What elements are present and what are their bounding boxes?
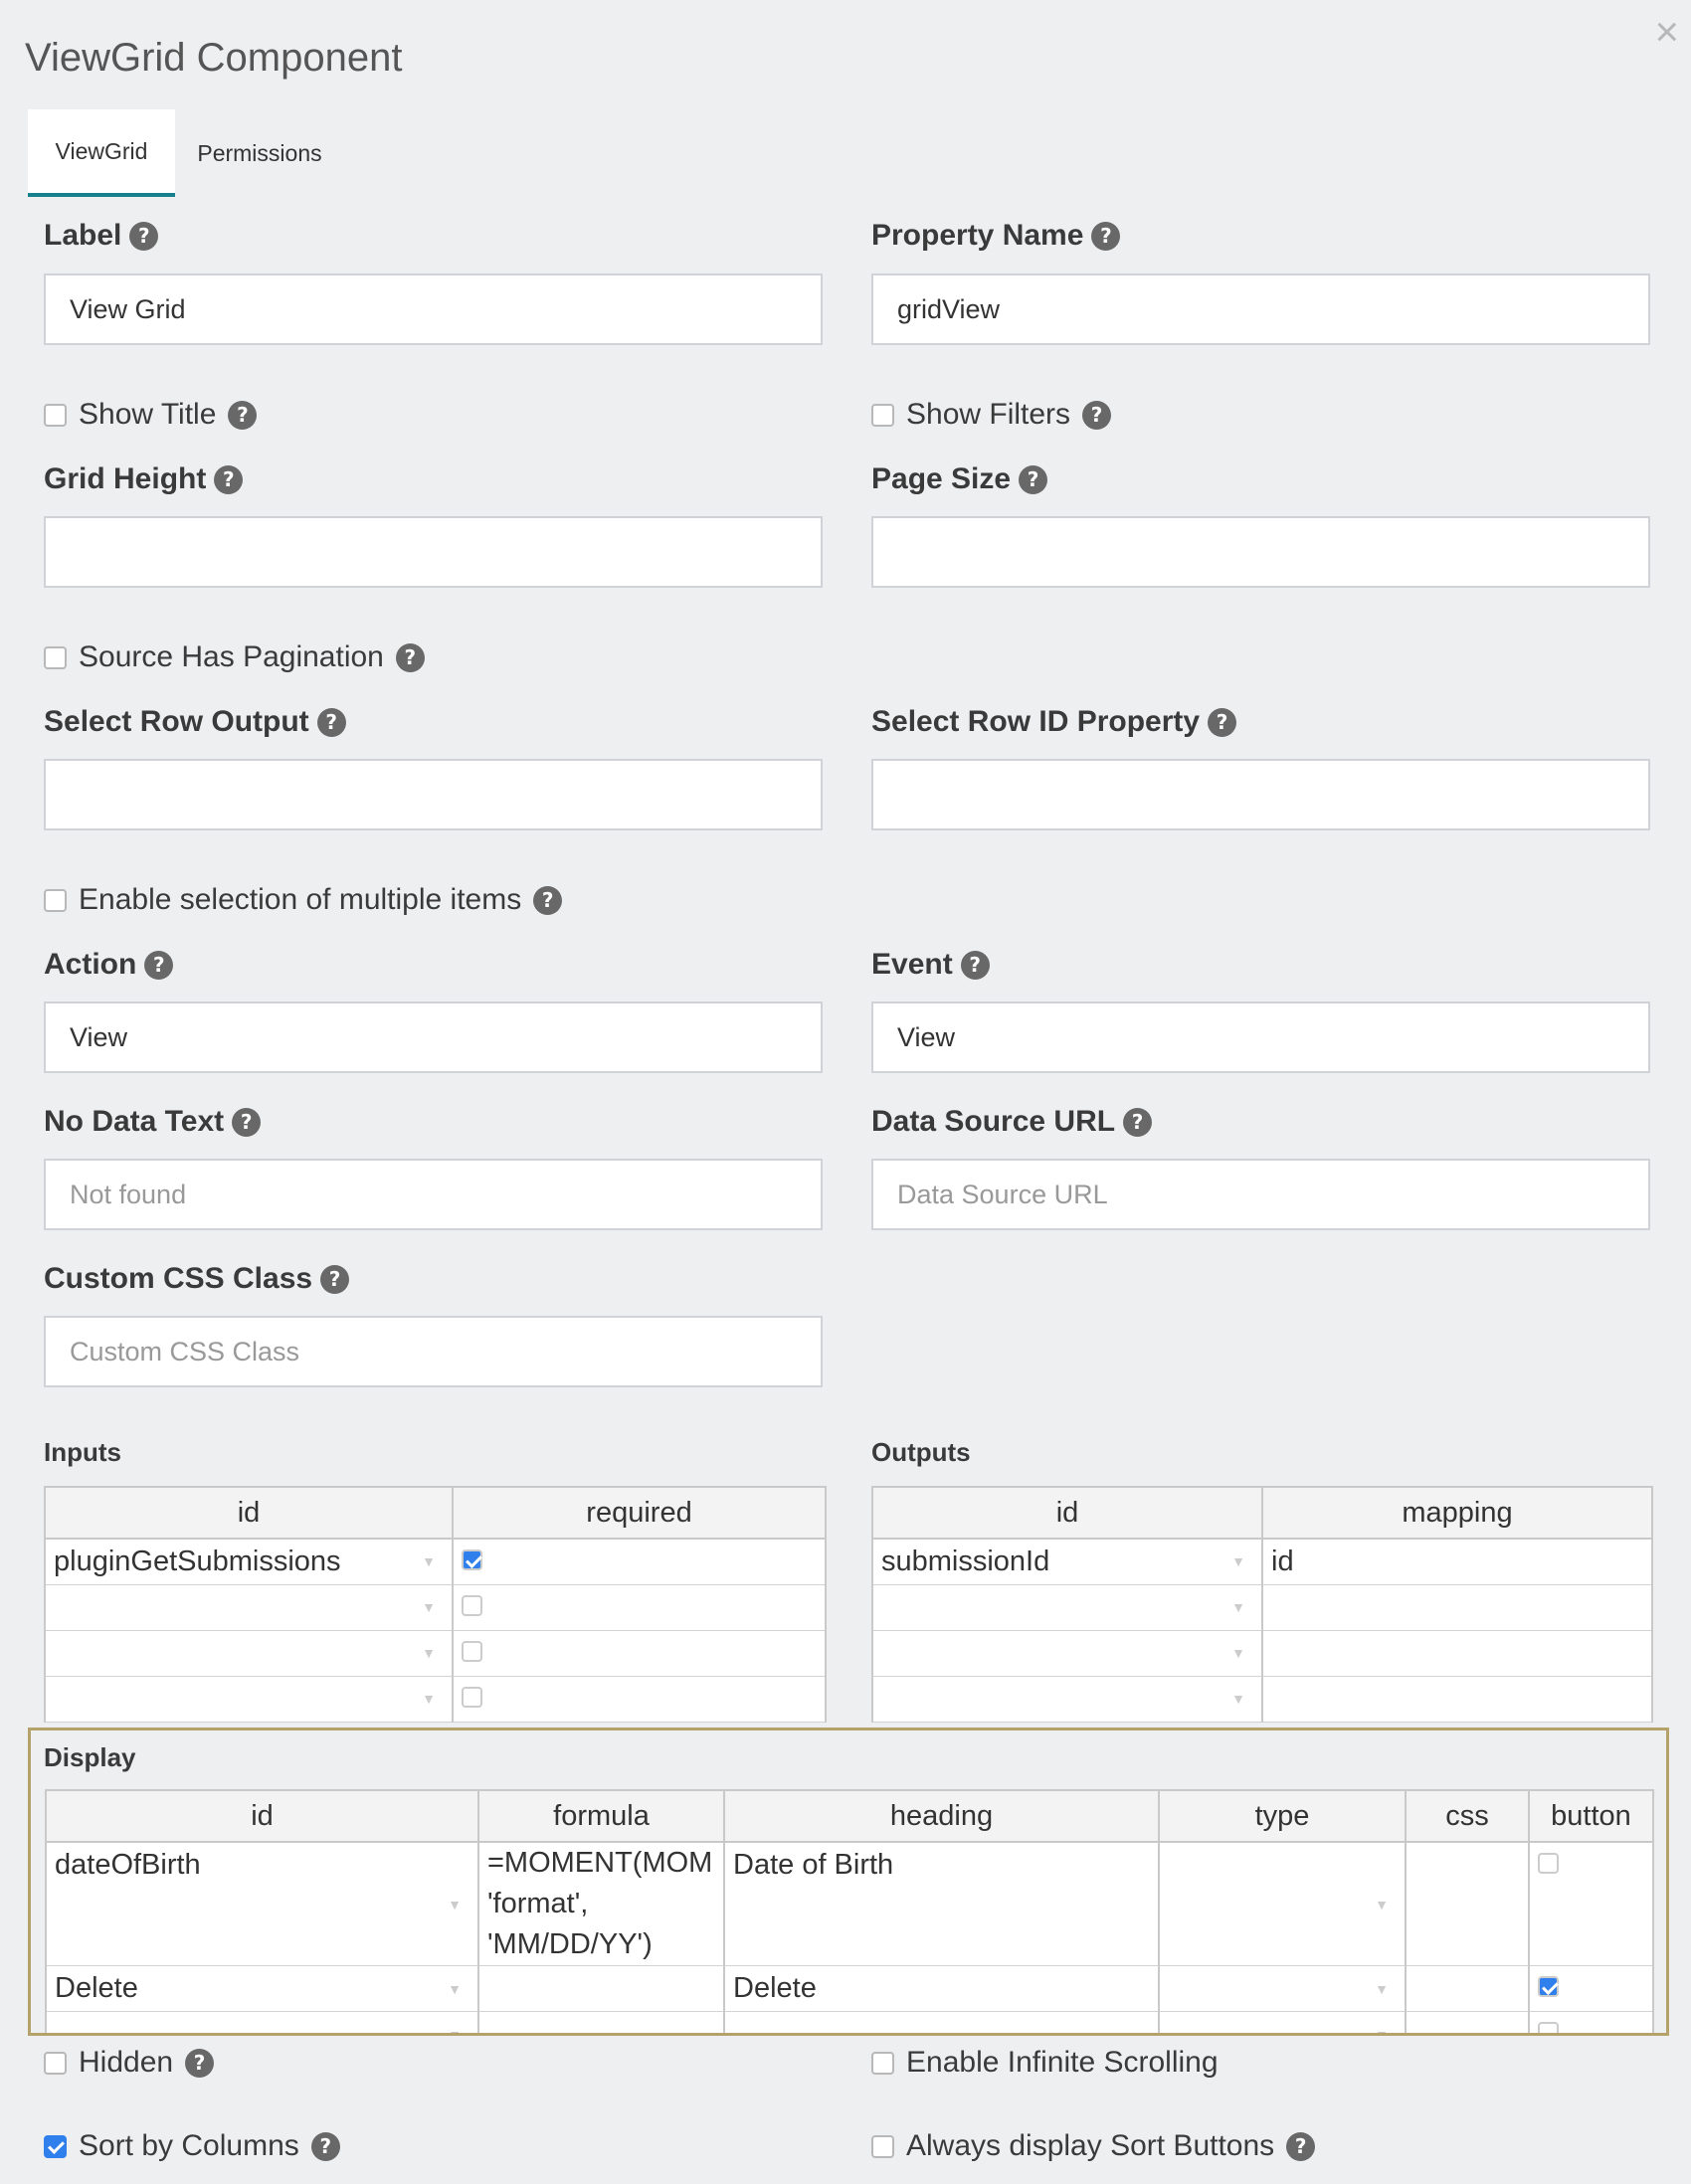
- infinite-scrolling-option: Enable Infinite Scrolling: [871, 2046, 1219, 2080]
- tab-viewgrid[interactable]: ViewGrid: [28, 109, 175, 197]
- mapping-cell[interactable]: [1262, 1630, 1652, 1676]
- help-icon[interactable]: ?: [228, 401, 257, 430]
- required-checkbox[interactable]: [462, 1549, 482, 1570]
- mapping-cell[interactable]: id: [1262, 1539, 1652, 1584]
- display-id-value: dateOfBirth: [55, 1849, 201, 1881]
- page-size-label: Page Size ?: [871, 462, 1047, 496]
- show-filters-checkbox[interactable]: [871, 404, 894, 427]
- type-cell[interactable]: [1159, 1966, 1406, 2012]
- event-input[interactable]: View: [871, 1001, 1650, 1073]
- display-grid: [45, 1789, 1654, 2036]
- mapping-cell[interactable]: [1262, 1584, 1652, 1630]
- label-field-label: Label ?: [44, 219, 158, 253]
- grid-height-input[interactable]: [44, 516, 823, 588]
- required-cell: [453, 1630, 826, 1676]
- help-icon[interactable]: ?: [1082, 401, 1111, 430]
- formula-line: 'MM/DD/YY'): [487, 1928, 653, 1960]
- property-name-label: Property Name ?: [871, 219, 1120, 253]
- table-row: [46, 2012, 1653, 2037]
- column-header[interactable]: id: [872, 1487, 1262, 1539]
- type-cell[interactable]: [1159, 2012, 1406, 2037]
- display-section-title: Display: [44, 1742, 136, 1772]
- table-row: [45, 1676, 826, 1722]
- required-cell: [453, 1676, 826, 1722]
- heading-cell[interactable]: Date of Birth: [724, 1842, 1159, 1966]
- input-id-cell[interactable]: [45, 1676, 453, 1722]
- no-data-text-label: No Data Text ?: [44, 1105, 261, 1139]
- help-icon[interactable]: ?: [961, 951, 990, 980]
- help-icon[interactable]: ?: [144, 951, 173, 980]
- column-header[interactable]: formula: [478, 1790, 724, 1842]
- required-cell: [453, 1539, 826, 1584]
- heading-cell[interactable]: Delete: [724, 1966, 1159, 2012]
- column-header[interactable]: id: [45, 1487, 453, 1539]
- column-header[interactable]: type: [1159, 1790, 1406, 1842]
- output-id-cell[interactable]: [872, 1630, 1262, 1676]
- output-id-cell[interactable]: [872, 1676, 1262, 1722]
- label-input[interactable]: View Grid: [44, 273, 823, 345]
- hidden-option: Hidden ?: [44, 2046, 214, 2080]
- source-has-pagination-option: Source Has Pagination ?: [44, 640, 425, 674]
- css-cell[interactable]: [1406, 1966, 1529, 2012]
- column-header[interactable]: button: [1529, 1790, 1653, 1842]
- show-title-option: Show Title ?: [44, 398, 257, 432]
- css-cell[interactable]: [1406, 1842, 1529, 1966]
- help-icon[interactable]: ?: [533, 886, 562, 915]
- inputs-grid: [44, 1486, 827, 1723]
- grid-height-label: Grid Height ?: [44, 462, 243, 496]
- display-section: [28, 1728, 1669, 2036]
- table-row: [45, 1630, 826, 1676]
- inputs-section-title: Inputs: [44, 1437, 121, 1467]
- help-icon[interactable]: ?: [320, 1265, 349, 1294]
- help-icon[interactable]: ?: [317, 708, 346, 737]
- column-header[interactable]: mapping: [1262, 1487, 1652, 1539]
- display-id-cell[interactable]: [46, 1842, 478, 1966]
- formula-line: 'format',: [487, 1888, 589, 1919]
- formula-cell[interactable]: [478, 2012, 724, 2037]
- column-header[interactable]: css: [1406, 1790, 1529, 1842]
- close-icon[interactable]: ×: [1654, 8, 1679, 55]
- help-icon[interactable]: ?: [185, 2049, 214, 2078]
- multi-select-checkbox[interactable]: [44, 889, 67, 912]
- button-checkbox[interactable]: [1538, 1976, 1559, 1997]
- custom-css-class-label: Custom CSS Class ?: [44, 1262, 349, 1296]
- required-checkbox[interactable]: [462, 1641, 482, 1662]
- show-filters-option: Show Filters ?: [871, 398, 1111, 432]
- table-row: [872, 1676, 1652, 1722]
- table-row: [872, 1584, 1652, 1630]
- button-checkbox[interactable]: [1538, 1853, 1559, 1874]
- no-data-text-input[interactable]: Not found: [44, 1159, 823, 1230]
- help-icon[interactable]: ?: [214, 465, 243, 494]
- required-cell: [453, 1584, 826, 1630]
- help-icon[interactable]: ?: [1286, 2132, 1315, 2161]
- input-id-cell[interactable]: [45, 1630, 453, 1676]
- data-source-url-label: Data Source URL ?: [871, 1105, 1152, 1139]
- page-size-input[interactable]: [871, 516, 1650, 588]
- help-icon[interactable]: ?: [129, 222, 158, 251]
- help-icon[interactable]: ?: [396, 643, 425, 672]
- action-input[interactable]: View: [44, 1001, 823, 1073]
- display-id-cell[interactable]: [46, 2012, 478, 2037]
- output-id-cell[interactable]: [872, 1584, 1262, 1630]
- multi-select-option: Enable selection of multiple items ?: [44, 883, 562, 917]
- column-header[interactable]: required: [453, 1487, 826, 1539]
- required-checkbox[interactable]: [462, 1595, 482, 1616]
- tab-permissions[interactable]: Permissions: [197, 139, 322, 166]
- help-icon[interactable]: ?: [232, 1108, 261, 1137]
- help-icon[interactable]: ?: [1123, 1108, 1152, 1137]
- button-cell: [1529, 2012, 1653, 2037]
- button-checkbox[interactable]: [1538, 2022, 1559, 2036]
- button-cell: [1529, 1966, 1653, 2012]
- table-row: [45, 1539, 826, 1584]
- select-row-id-property-input[interactable]: [871, 759, 1650, 830]
- input-id-cell[interactable]: pluginGetSubmissions ▼: [45, 1539, 453, 1584]
- sort-by-columns-checkbox[interactable]: [44, 2135, 67, 2158]
- hidden-checkbox[interactable]: [44, 2052, 67, 2075]
- show-title-checkbox[interactable]: [44, 404, 67, 427]
- always-sort-buttons-checkbox[interactable]: [871, 2135, 894, 2158]
- mapping-cell[interactable]: [1262, 1676, 1652, 1722]
- button-cell: [1529, 1842, 1653, 1966]
- custom-css-class-input[interactable]: Custom CSS Class: [44, 1316, 823, 1387]
- infinite-scrolling-checkbox[interactable]: [871, 2052, 894, 2075]
- table-row: [872, 1539, 1652, 1584]
- table-row: [45, 1584, 826, 1630]
- help-icon[interactable]: ?: [1208, 708, 1236, 737]
- help-icon[interactable]: ?: [311, 2132, 340, 2161]
- required-checkbox[interactable]: [462, 1687, 482, 1708]
- source-has-pagination-checkbox[interactable]: [44, 646, 67, 669]
- css-cell[interactable]: [1406, 2012, 1529, 2037]
- data-source-url-input[interactable]: Data Source URL: [871, 1159, 1650, 1230]
- heading-cell[interactable]: [724, 2012, 1159, 2037]
- input-id-cell[interactable]: [45, 1584, 453, 1630]
- help-icon[interactable]: ?: [1019, 465, 1047, 494]
- table-row: [46, 1842, 1653, 1966]
- table-row: [872, 1630, 1652, 1676]
- column-header[interactable]: id: [46, 1790, 478, 1842]
- property-name-input[interactable]: gridView: [871, 273, 1650, 345]
- table-row: [46, 1966, 1653, 2012]
- action-label: Action ?: [44, 948, 173, 982]
- select-row-output-label: Select Row Output ?: [44, 705, 346, 739]
- dialog-title: ViewGrid Component: [25, 36, 403, 80]
- event-label: Event ?: [871, 948, 990, 982]
- select-row-id-property-label: Select Row ID Property ?: [871, 705, 1236, 739]
- formula-line: =MOMENT(MOM: [487, 1847, 713, 1879]
- display-id-cell[interactable]: Delete ▼: [46, 1966, 478, 2012]
- formula-cell[interactable]: [478, 1842, 724, 1966]
- formula-cell[interactable]: [478, 1966, 724, 2012]
- type-cell[interactable]: [1159, 1842, 1406, 1966]
- sort-by-columns-option: Sort by Columns ?: [44, 2129, 340, 2163]
- outputs-section-title: Outputs: [871, 1437, 971, 1467]
- select-row-output-input[interactable]: [44, 759, 823, 830]
- column-header[interactable]: heading: [724, 1790, 1159, 1842]
- output-id-cell[interactable]: submissionId ▼: [872, 1539, 1262, 1584]
- outputs-grid: [871, 1486, 1653, 1723]
- help-icon[interactable]: ?: [1091, 222, 1120, 251]
- always-sort-buttons-option: Always display Sort Buttons ?: [871, 2129, 1315, 2163]
